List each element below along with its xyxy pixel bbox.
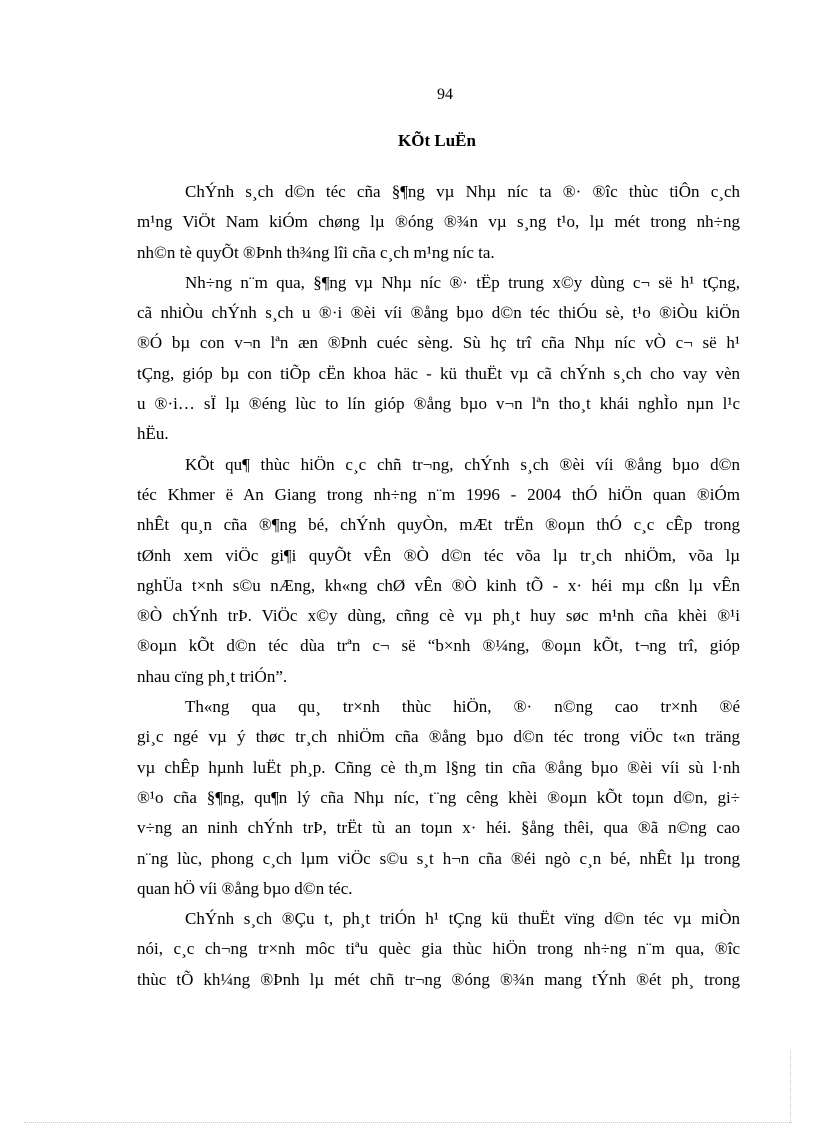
page-number: 94	[437, 86, 453, 103]
text-line: v÷ng an ninh chÝnh trÞ, trËt tù an toµn x· héi. §ång thêi, qua ®ã n©ng cao	[137, 818, 740, 838]
text-line: nhÊt qu¸n cña ®¶ng bé, chÝnh quyÒn, mÆt trËn ®oµn thÓ c¸c cÊp trong	[137, 515, 740, 535]
text-line: KÕt qu¶ thùc hiÖn c¸c chñ tr¬ng, chÝnh s¸ch ®èi víi ®ång bµo d©n	[185, 454, 740, 474]
text-line: gi¸c ngé vµ ý thøc tr¸ch nhiÖm cña ®ång bµo d©n téc trong viÖc t«n träng	[137, 727, 740, 747]
text-line: hËu.	[137, 424, 169, 444]
text-line: cã nhiÒu chÝnh s¸ch u ®·i ®èi víi ®ång bµo d©n téc thiÓu sè, t¹o ®iÒu kiÖn	[137, 303, 740, 323]
text-line: ®Ó bµ con v¬n lªn æn ®Þnh cuéc sèng. Sù hç trî cña Nhµ níc vÒ c¬ së h¹	[137, 333, 740, 353]
text-line: tÇng, gióp bµ con tiÕp cËn khoa häc - kü thuËt vµ cã chÝnh s¸ch cho vay vèn	[137, 363, 740, 383]
text-line: vµ chÊp hµnh luËt ph¸p. Cñng cè th¸m l§ng tin cña ®ång bµo ®èi víi sù l·nh	[137, 757, 740, 777]
body-text	[137, 177, 740, 995]
text-line: nhau cïng ph¸t triÓn”.	[137, 666, 288, 686]
text-line: m¹ng ViÖt Nam kiÓm chøng lµ ®óng ®¾n vµ s¸ng t¹o, lµ mét trong nh÷ng	[137, 212, 740, 232]
text-line: ®¹o cña §¶ng, qu¶n lý cña Nhµ níc, t¨ng cêng khèi ®oµn kÕt toµn d©n, gi÷	[137, 787, 740, 807]
text-line: u ®·i… sÏ lµ ®éng lùc to lín gióp ®ång bµo v¬n lªn tho¸t khái nghÌo nµn l¹c	[137, 394, 740, 414]
text-line: ChÝnh s¸ch d©n téc cña §¶ng vµ Nhµ níc ta ®· ®îc thùc tiÔn c¸ch	[185, 182, 740, 201]
text-line: nói, c¸c ch¬ng tr×nh môc tiªu quèc gia thùc hiÖn trong nh÷ng n¨m qua, ®îc	[137, 939, 740, 959]
page-right-border	[790, 1050, 791, 1123]
text-line: n¨ng lùc, phong c¸ch lµm viÖc s©u s¸t h¬n cña ®éi ngò c¸n bé, nhÊt lµ trong	[137, 848, 740, 868]
text-line: Th«ng qua qu¸ tr×nh thùc hiÖn, ®· n©ng cao tr×nh ®é	[185, 697, 740, 717]
text-line: Nh÷ng n¨m qua, §¶ng vµ Nhµ níc ®· tËp trung x©y dùng c¬ së h¹ tÇng,	[185, 272, 740, 292]
text-line: ®Ò chÝnh trÞ. ViÖc x©y dùng, cñng cè vµ ph¸t huy søc m¹nh cña khèi ®¹i	[137, 606, 740, 626]
text-line: thùc tÕ kh¼ng ®Þnh lµ mét chñ tr¬ng ®óng ®¾n mang tÝnh ®ét ph¸ trong	[137, 969, 740, 989]
text-line: nghÜa t×nh s©u nÆng, kh«ng chØ vÊn ®Ò kinh tÕ - x· héi mµ cßn lµ vÊn	[137, 575, 740, 595]
text-line: quan hÖ víi ®ång bµo d©n téc.	[137, 878, 353, 898]
text-line: téc Khmer ë An Giang trong nh÷ng n¨m 1996 - 2004 thÓ hiÖn quan ®iÓm	[137, 484, 740, 504]
text-line: nh©n tè quyÕt ®Þnh th¾ng lîi cña c¸ch m¹ng níc ta.	[137, 242, 495, 262]
chapter-title: KÕt LuËn	[398, 131, 476, 150]
text-line: ChÝnh s¸ch ®Çu t, ph¸t triÓn h¹ tÇng kü thuËt vïng d©n téc vµ miÒn	[185, 909, 740, 929]
text-line: ®oµn kÕt d©n téc dùa trªn c¬ së “b×nh ®¼ng, ®oµn kÕt, t¬ng trî, gióp	[137, 636, 740, 656]
text-line: tØnh xem viÖc gi¶i quyÕt vÊn ®Ò d©n téc võa lµ tr¸ch nhiÖm, võa lµ	[137, 545, 740, 565]
